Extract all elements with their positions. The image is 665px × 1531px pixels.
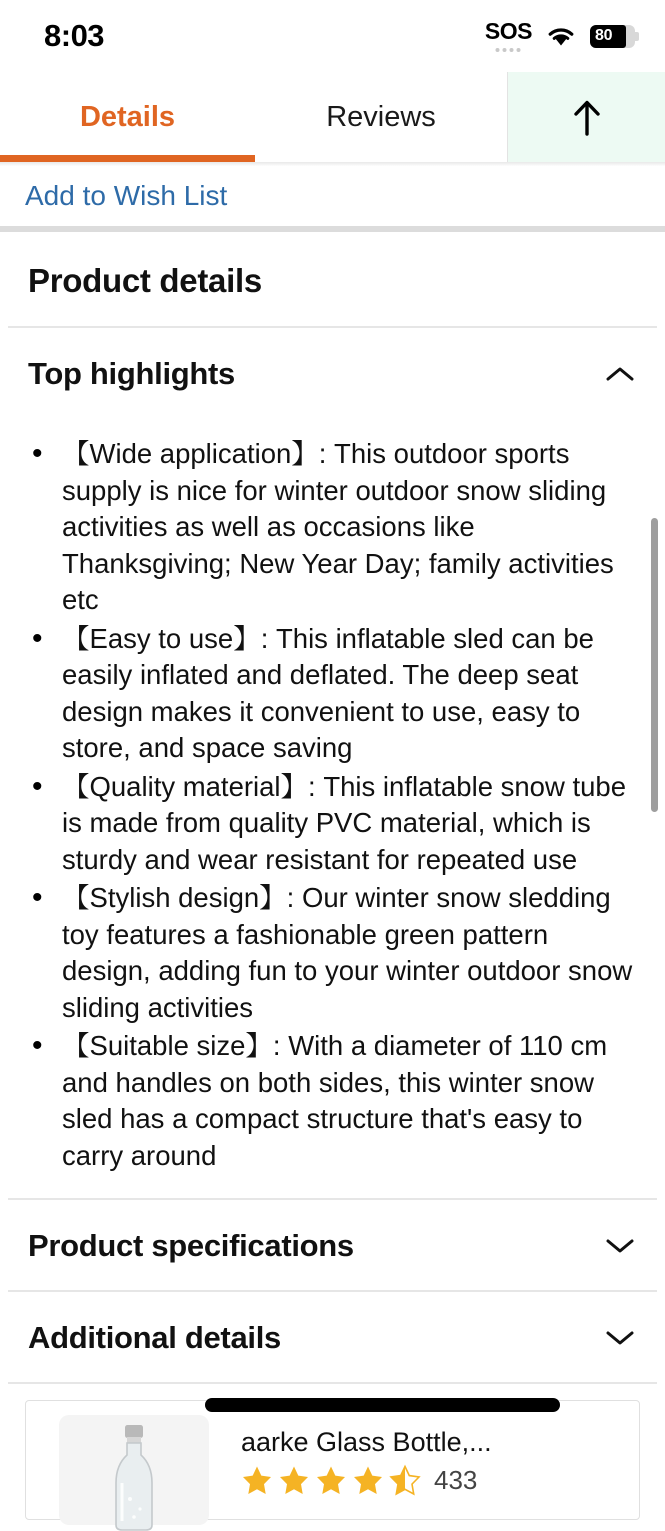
tab-reviews[interactable] [255,72,507,162]
battery-icon [590,25,635,48]
arrow-up-icon [570,98,604,136]
tab-bar [0,72,665,162]
wish-list-row [0,166,665,226]
chevron-down-icon[interactable] [605,1329,635,1347]
glass-bottle-image [98,1421,170,1531]
status-bar-clock: 8:03 [44,18,105,53]
page-title: Product details [28,262,262,299]
product-card-rating [241,1464,639,1496]
list-item [28,769,643,879]
rating-count-label: 433 [434,1464,478,1495]
list-item-text: 【Suitable size】: With a diameter of 110 cm and handles on both sides, this winter snow sled has a compact structure that's easy to carry around [62,1030,608,1171]
tab-details[interactable] [0,72,255,162]
tab-details-label: Details [79,100,176,133]
top-highlights-list [0,418,665,1198]
list-item-text: 【Wide application】: This outdoor sports supply is nice for winter outdoor snow sliding activities as well as occasions like Thanksgiving; New Year Day; family activities etc [62,438,614,615]
tab-reviews-label: Reviews [326,100,436,133]
accordion-product-specifications[interactable] [0,1200,665,1290]
vertical-scrollbar[interactable] [651,518,658,812]
list-item [28,621,643,767]
accordion-top-highlights-label: Top highlights [28,356,236,391]
battery-percent-label: 80 [595,27,613,44]
accordion-product-specifications-label: Product specifications [28,1228,354,1263]
product-card-title: aarke Glass Bottle,... [241,1427,492,1457]
accordion-additional-details[interactable] [0,1292,665,1382]
bullet-marker: • [32,769,43,803]
accordion-top-highlights[interactable] [0,328,665,418]
sos-signal-dots [496,48,521,52]
sos-icon [485,20,532,52]
wifi-icon [546,25,576,47]
bullet-marker: • [32,621,43,655]
recommended-product-card[interactable] [25,1400,640,1520]
active-tab-underline [0,155,255,162]
accordion-additional-details-label: Additional details [28,1320,281,1355]
list-item [28,880,643,1026]
status-bar [0,0,665,72]
product-card-info [241,1415,639,1496]
bullet-marker: • [32,437,43,470]
list-item [28,436,643,619]
product-thumbnail [26,1415,241,1525]
list-item-text: 【Quality material】: This inflatable snow tube is made from quality PVC material, which is sturdy and wear resistant for repeated use [62,770,626,875]
add-to-wish-list-link[interactable]: Add to Wish List [25,180,228,211]
list-item-text: 【Stylish design】: Our winter snow sledding toy features a fashionable green pattern design, adding fun to your winter outdoor snow sliding activities [62,882,633,1023]
list-item-text: 【Easy to use】: This inflatable sled can be easily inflated and deflated. The deep seat design makes it convenient to use, easy to store, and space saving [62,622,594,763]
bullet-marker: • [32,881,43,914]
sos-label: SOS [484,18,532,44]
home-indicator [205,1398,560,1412]
status-bar-indicators [485,20,635,52]
chevron-up-icon[interactable] [605,365,635,383]
list-item [28,1028,643,1174]
scroll-to-top-button[interactable] [507,72,665,162]
bullet-marker: • [32,1029,43,1062]
star-icon [241,1464,426,1496]
chevron-down-icon[interactable] [605,1237,635,1255]
